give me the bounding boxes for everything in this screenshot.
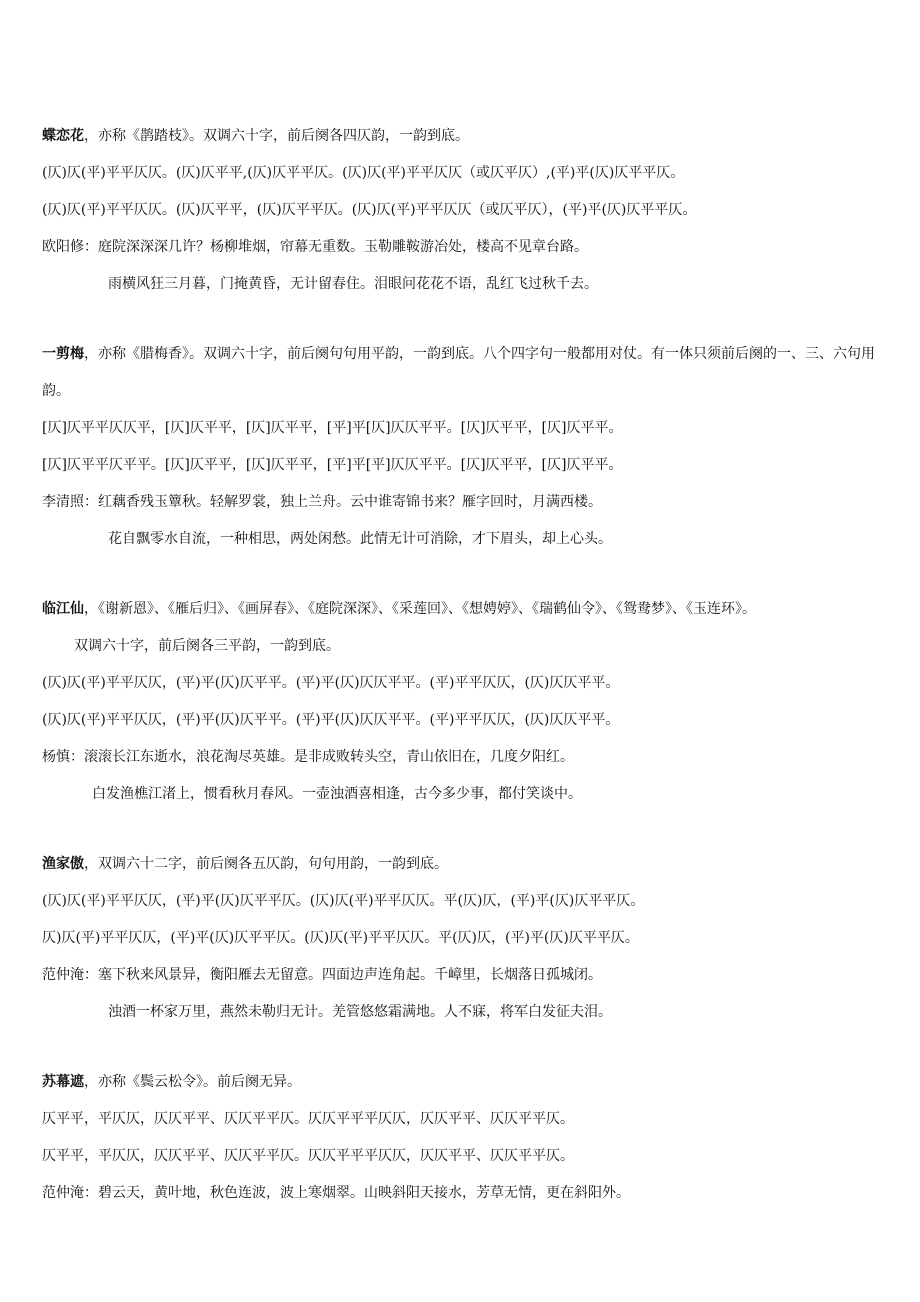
ci-pai-intro: ，双调六十二字，前后阕各五仄韵，句句用韵，一韵到底。	[84, 856, 448, 872]
ci-pai-intro: ，《谢新恩》、《雁后归》、《画屏春》、《庭院深深》、《采莲回》、《想娉婷》、《瑞鹤仙令》、《鸳鸯梦》、《玉连环》。	[84, 601, 756, 617]
tonal-pattern-line: (仄)仄(平)平平仄仄。(仄)仄平平，(仄)仄平平仄。(仄)仄(平)平平仄仄（或仄平仄），(平)平(仄)仄平平仄。	[42, 202, 697, 218]
tonal-pattern-line: (仄)仄(平)平平仄仄。(仄)仄平平,(仄)仄平平仄。(仄)仄(平)平平仄仄（或仄平仄）,(平)平(仄)仄平平仄。	[42, 165, 685, 181]
ci-pai-section-yujiaao	[42, 846, 892, 1031]
tonal-pattern-line: 仄)仄(平)平平仄仄，(平)平(仄)仄平平仄。(仄)仄(平)平平仄仄。平(仄)仄，(平)平(仄)仄平平仄。	[42, 930, 639, 946]
tonal-pattern-line: 仄平平，平仄仄，仄仄平平、仄仄平平仄。仄仄平平平仄仄，仄仄平平、仄仄平平仄。	[42, 1148, 574, 1164]
ci-pai-section-sumuzhe	[42, 1064, 892, 1212]
example-poem-line: 浊酒一杯家万里，燕然未勒归无计。羌管悠悠霜满地。人不寐，将军白发征夫泪。	[108, 1004, 612, 1020]
ci-pai-name: 苏幕遮	[42, 1074, 84, 1090]
section-heading	[42, 118, 892, 155]
ci-pai-section-dielianhua	[42, 118, 892, 303]
ci-pai-intro-continued: 双调六十字，前后阕各三平韵，一韵到底。	[74, 638, 340, 654]
tonal-pattern-line: (仄)仄(平)平平仄仄，(平)平(仄)仄平平仄。(仄)仄(平)平平仄仄。平(仄)仄，(平)平(仄)仄平平仄。	[42, 893, 645, 909]
tonal-pattern-line: 仄平平，平仄仄，仄仄平平、仄仄平平仄。仄仄平平平仄仄，仄仄平平、仄仄平平仄。	[42, 1111, 574, 1127]
ci-pai-intro: ，亦称《鹊踏枝》。双调六十字，前后阕各四仄韵，一韵到底。	[84, 128, 469, 144]
example-poem-line: 白发渔樵江渚上，惯看秋月春风。一壶浊酒喜相逢，古今多少事，都付笑谈中。	[92, 786, 582, 802]
tonal-pattern-line: [仄]仄平平仄平平。[仄]仄平平，[仄]仄平平，[平]平[平]仄仄平平。[仄]仄平平，[仄]仄平平。	[42, 457, 623, 473]
ci-pai-section-linjiangxian	[42, 591, 892, 813]
document-page	[42, 118, 892, 1245]
section-heading	[42, 1064, 892, 1101]
example-poem-line: 范仲淹：塞下秋来风景异，衡阳雁去无留意。四面边声连角起。千嶂里，长烟落日孤城闭。	[42, 967, 602, 983]
example-poem-line: 欧阳修：庭院深深深几许？杨柳堆烟，帘幕无重数。玉勒雕鞍游冶处，楼高不见章台路。	[42, 239, 588, 255]
section-heading	[42, 591, 892, 628]
ci-pai-name: 临江仙	[42, 601, 84, 617]
example-poem-line: 范仲淹：碧云天，黄叶地，秋色连波，波上寒烟翠。山映斜阳天接水，芳草无情，更在斜阳外。	[42, 1185, 630, 1201]
example-poem-line: 花自飘零水自流，一种相思，两处闲愁。此情无计可消除，才下眉头，却上心头。	[108, 531, 612, 547]
tonal-pattern-line: (仄)仄(平)平平仄仄，(平)平(仄)仄平平。(平)平(仄)仄仄平平。(平)平平仄仄，(仄)仄仄平平。	[42, 675, 620, 691]
ci-pai-intro: ，亦称《鬓云松令》。前后阕无异。	[84, 1074, 301, 1090]
ci-pai-name: 一剪梅	[42, 346, 84, 362]
section-heading	[42, 336, 892, 410]
ci-pai-intro: ，亦称《腊梅香》。双调六十字，前后阕句句用平韵，一韵到底。八个四字句一般都用对仗。有一体只须前后阕的一、三、六句用韵。	[42, 346, 875, 399]
ci-pai-name: 蝶恋花	[42, 128, 84, 144]
tonal-pattern-line: (仄)仄(平)平平仄仄，(平)平(仄)仄平平。(平)平(仄)仄仄平平。(平)平平仄仄，(仄)仄仄平平。	[42, 712, 620, 728]
example-poem-line: 雨横风狂三月暮，门掩黄昏，无计留春住。泪眼问花花不语，乱红飞过秋千去。	[108, 276, 598, 292]
ci-pai-name: 渔家傲	[42, 856, 84, 872]
example-poem-line: 杨慎：滚滚长江东逝水，浪花淘尽英雄。是非成败转头空，青山依旧在，几度夕阳红。	[42, 749, 574, 765]
tonal-pattern-line: [仄]仄平平仄仄平，[仄]仄平平，[仄]仄平平，[平]平[仄]仄仄平平。[仄]仄平平，[仄]仄平平。	[42, 420, 623, 436]
example-poem-line: 李清照：红藕香残玉簟秋。轻解罗裳，独上兰舟。云中谁寄锦书来？雁字回时，月满西楼。	[42, 494, 602, 510]
section-heading	[42, 846, 892, 883]
ci-pai-section-yijianmei	[42, 336, 892, 558]
